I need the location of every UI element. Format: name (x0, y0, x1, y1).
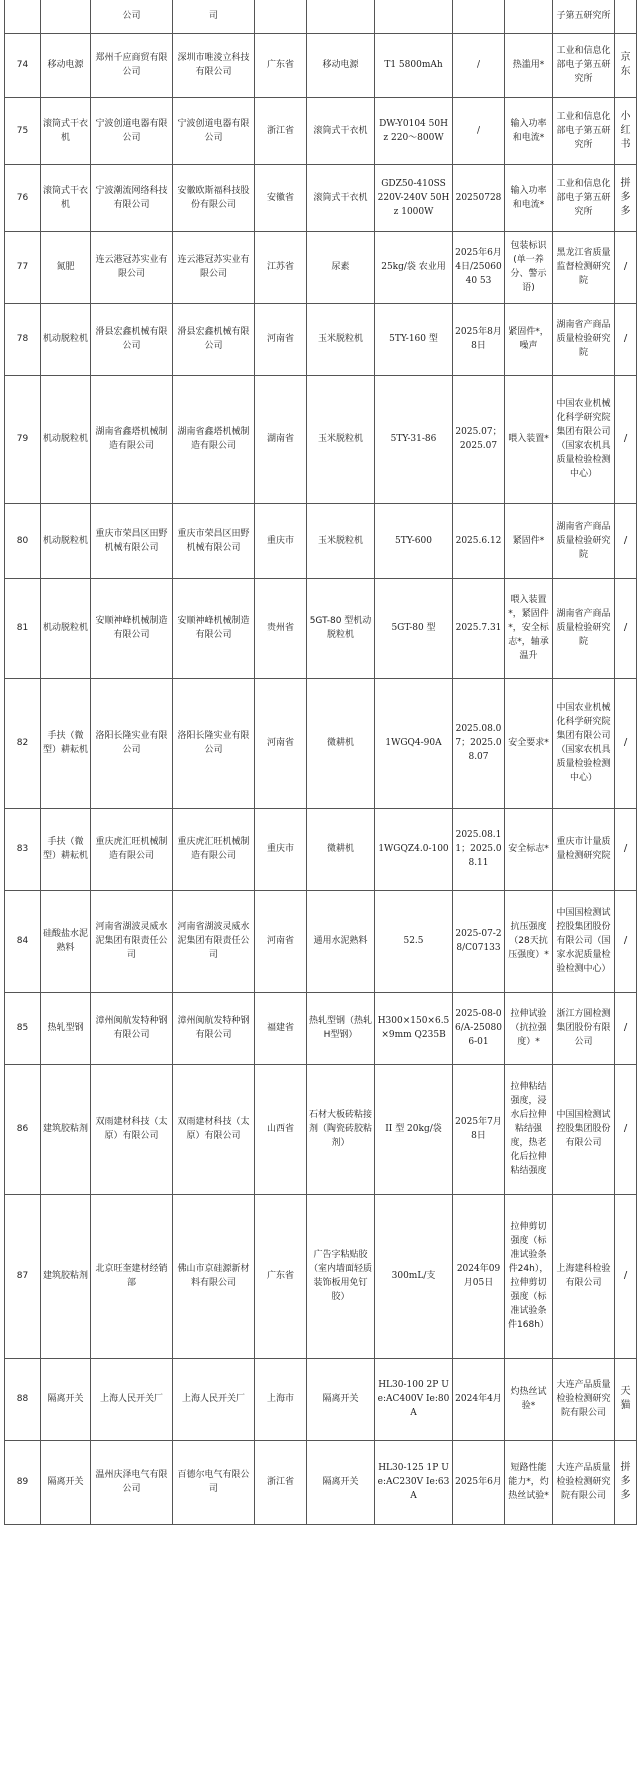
region-cell: 河南省 (255, 303, 307, 375)
spec-cell: 25kg/袋 农业用 (375, 231, 453, 303)
lab-cell: 浙江方圆检测集团股份有限公司 (553, 992, 615, 1064)
failed-item-cell: 热滥用* (505, 33, 553, 97)
brand-owner-cell: 佛山市京硅源新材料有限公司 (173, 1194, 255, 1358)
failed-item-cell: 灼热丝试验* (505, 1358, 553, 1440)
table-row (5, 231, 637, 303)
product-type-cell: 机动脱粒机 (41, 375, 91, 503)
table-row (5, 578, 637, 678)
product-name-cell: 隔离开关 (307, 1358, 375, 1440)
spec-cell: 300mL/支 (375, 1194, 453, 1358)
lab-cell: 湖南省产商品质量检验研究院 (553, 503, 615, 578)
row-number-cell: 83 (5, 808, 41, 890)
producer-cell: 上海人民开关厂 (91, 1358, 173, 1440)
platform-cell: / (615, 231, 637, 303)
spec-cell: 5TY-160 型 (375, 303, 453, 375)
batch-cell: 20250728 (453, 164, 505, 231)
product-type-cell: 机动脱粒机 (41, 578, 91, 678)
region-cell: 河南省 (255, 678, 307, 808)
batch-cell: 2025年7月8日 (453, 1064, 505, 1194)
product-name-cell: 微耕机 (307, 678, 375, 808)
platform-cell: 天猫 (615, 1358, 637, 1440)
region-cell: 湖南省 (255, 375, 307, 503)
product-name-cell: 广告字粘贴胶（室内墙面轻质装饰板用免钉胶） (307, 1194, 375, 1358)
lab-cell: 工业和信息化部电子第五研究所 (553, 97, 615, 164)
brand-owner-cell: 双雨建材科技（太原）有限公司 (173, 1064, 255, 1194)
row-number-cell: 81 (5, 578, 41, 678)
region-cell: 浙江省 (255, 97, 307, 164)
spec-cell: II 型 20kg/袋 (375, 1064, 453, 1194)
lab-cell: 中国农业机械化科学研究院集团有限公司（国家农机具质量检验检测中心） (553, 678, 615, 808)
row-number-cell: 78 (5, 303, 41, 375)
product-type-cell: 滚筒式干衣机 (41, 97, 91, 164)
batch-cell: 2024年4月 (453, 1358, 505, 1440)
product-type-cell: 建筑胶粘剂 (41, 1194, 91, 1358)
batch-cell: 2025-08-06/A-250806-01 (453, 992, 505, 1064)
table-row-continued (5, 0, 637, 33)
spec-cell: GDZ50-410SS 220V-240V 50Hz 1000W (375, 164, 453, 231)
spec-cell: H300×150×6.5×9mm Q235B (375, 992, 453, 1064)
spec-cell: T1 5800mAh (375, 33, 453, 97)
region-cell: 安徽省 (255, 164, 307, 231)
batch-cell: 2025.7.31 (453, 578, 505, 678)
brand-owner-cell: 重庆虎汇旺机械制造有限公司 (173, 808, 255, 890)
region-cell: 重庆市 (255, 808, 307, 890)
producer-cell: 漳州闽航发特种钢有限公司 (91, 992, 173, 1064)
lab-cell: 子第五研究所 (553, 0, 615, 33)
producer-cell: 安顺神峰机械制造有限公司 (91, 578, 173, 678)
product-type-cell: 手扶（微型）耕耘机 (41, 808, 91, 890)
platform-cell: 京东 (615, 33, 637, 97)
lab-cell: 中国国检测试控股集团股份有限公司 (553, 1064, 615, 1194)
producer-cell: 河南省湖波灵威水泥集团有限责任公司 (91, 890, 173, 992)
batch-cell: 2025.6.12 (453, 503, 505, 578)
brand-owner-cell: 宁波创道电器有限公司 (173, 97, 255, 164)
product-type-cell: 氮肥 (41, 231, 91, 303)
product-name-cell: 尿素 (307, 231, 375, 303)
product-name-cell: 玉米脱粒机 (307, 503, 375, 578)
spec-cell: 5GT-80 型 (375, 578, 453, 678)
producer-cell: 滑县宏鑫机械有限公司 (91, 303, 173, 375)
producer-cell: 郑州千应商贸有限公司 (91, 33, 173, 97)
table-row (5, 164, 637, 231)
spec-cell: HL30-125 1P Ue:AC230V Ie:63A (375, 1440, 453, 1524)
product-type-cell: 手扶（微型）耕耘机 (41, 678, 91, 808)
brand-owner-cell: 安徽欧斯福科技股份有限公司 (173, 164, 255, 231)
failed-item-cell: 喂入装置* (505, 375, 553, 503)
lab-cell: 黑龙江省质量监督检测研究院 (553, 231, 615, 303)
table-row (5, 1440, 637, 1524)
inspection-results-table (4, 0, 637, 1525)
failed-item-cell: 包装标识(单一养分、警示语) (505, 231, 553, 303)
product-name-cell: 石材大板砖粘接剂（陶瓷砖胶粘剂） (307, 1064, 375, 1194)
row-number-cell: 85 (5, 992, 41, 1064)
region-cell: 重庆市 (255, 503, 307, 578)
lab-cell: 工业和信息化部电子第五研究所 (553, 164, 615, 231)
lab-cell: 工业和信息化部电子第五研究所 (553, 33, 615, 97)
lab-cell: 中国国检测试控股集团股份有限公司（国家水泥质量检验检测中心） (553, 890, 615, 992)
batch-cell: / (453, 97, 505, 164)
region-cell: 河南省 (255, 890, 307, 992)
batch-cell: 2025.08.07；2025.08.07 (453, 678, 505, 808)
lab-cell: 中国农业机械化科学研究院集团有限公司（国家农机具质量检验检测中心） (553, 375, 615, 503)
batch-cell: 2025年6月 (453, 1440, 505, 1524)
failed-item-cell: 拉伸粘结强度，浸水后拉伸粘结强度，热老化后拉伸粘结强度 (505, 1064, 553, 1194)
product-type-cell: 硅酸盐水泥熟料 (41, 890, 91, 992)
platform-cell: / (615, 808, 637, 890)
failed-item-cell: 安全标志* (505, 808, 553, 890)
platform-cell: / (615, 503, 637, 578)
product-name-cell: 玉米脱粒机 (307, 375, 375, 503)
product-type-cell: 隔离开关 (41, 1440, 91, 1524)
producer-cell: 湖南省鑫塔机械制造有限公司 (91, 375, 173, 503)
row-number-cell: 77 (5, 231, 41, 303)
row-number-cell: 82 (5, 678, 41, 808)
table-row (5, 1064, 637, 1194)
lab-cell: 大连产品质量检验检测研究院有限公司 (553, 1358, 615, 1440)
region-cell: 广东省 (255, 33, 307, 97)
producer-cell: 宁波潮流网络科技有限公司 (91, 164, 173, 231)
platform-cell: / (615, 992, 637, 1064)
brand-owner-cell: 漳州闽航发特种钢有限公司 (173, 992, 255, 1064)
table-row (5, 97, 637, 164)
product-name-cell: 通用水泥熟料 (307, 890, 375, 992)
product-name-cell: 热轧型钢（热轧H型钢） (307, 992, 375, 1064)
row-number-cell: 89 (5, 1440, 41, 1524)
producer-cell: 洛阳长隆实业有限公司 (91, 678, 173, 808)
batch-cell: 2025.08.11；2025.08.11 (453, 808, 505, 890)
brand-owner-cell: 连云港冠苏实业有限公司 (173, 231, 255, 303)
product-name-cell: 玉米脱粒机 (307, 303, 375, 375)
platform-cell: / (615, 303, 637, 375)
table-row (5, 503, 637, 578)
product-type-cell: 滚筒式干衣机 (41, 164, 91, 231)
failed-item-cell: 抗压强度（28天抗压强度）* (505, 890, 553, 992)
product-type-cell: 隔离开关 (41, 1358, 91, 1440)
failed-item-cell: 短路性能能力*，灼热丝试验* (505, 1440, 553, 1524)
brand-owner-cell: 重庆市荣昌区田野机械有限公司 (173, 503, 255, 578)
platform-cell: 拼多多 (615, 164, 637, 231)
product-type-cell: 机动脱粒机 (41, 503, 91, 578)
producer-cell: 重庆市荣昌区田野机械有限公司 (91, 503, 173, 578)
producer-cell: 连云港冠苏实业有限公司 (91, 231, 173, 303)
platform-cell: / (615, 890, 637, 992)
batch-cell: 2025-07-28/C07133 (453, 890, 505, 992)
platform-cell: / (615, 1064, 637, 1194)
region-cell: 江苏省 (255, 231, 307, 303)
batch-cell: / (453, 33, 505, 97)
product-type-cell: 移动电源 (41, 33, 91, 97)
brand-owner-cell: 滑县宏鑫机械有限公司 (173, 303, 255, 375)
table-row (5, 33, 637, 97)
platform-cell: 拼多多 (615, 1440, 637, 1524)
row-number-cell: 84 (5, 890, 41, 992)
spec-cell: HL30-100 2P Ue:AC400V Ie:80A (375, 1358, 453, 1440)
row-number-cell: 80 (5, 503, 41, 578)
region-cell: 浙江省 (255, 1440, 307, 1524)
spec-cell: DW-Y0104 50Hz 220～800W (375, 97, 453, 164)
product-name-cell: 滚筒式干衣机 (307, 164, 375, 231)
producer-cell: 公司 (91, 0, 173, 33)
failed-item-cell: 喂入装置*，紧固件*，安全标志*，轴承温升 (505, 578, 553, 678)
failed-item-cell: 拉伸试验（抗拉强度）* (505, 992, 553, 1064)
row-number-cell: 87 (5, 1194, 41, 1358)
producer-cell: 宁波创道电器有限公司 (91, 97, 173, 164)
table-row (5, 1358, 637, 1440)
product-name-cell: 滚筒式干衣机 (307, 97, 375, 164)
region-cell: 广东省 (255, 1194, 307, 1358)
lab-cell: 湖南省产商品质量检验研究院 (553, 303, 615, 375)
batch-cell: 2024年09月05日 (453, 1194, 505, 1358)
region-cell: 山西省 (255, 1064, 307, 1194)
failed-item-cell: 紧固件*，噪声 (505, 303, 553, 375)
producer-cell: 重庆虎汇旺机械制造有限公司 (91, 808, 173, 890)
batch-cell: 2025年8月8日 (453, 303, 505, 375)
table-row (5, 678, 637, 808)
platform-cell: / (615, 375, 637, 503)
platform-cell: / (615, 578, 637, 678)
brand-owner-cell: 深圳市唯淩立科技有限公司 (173, 33, 255, 97)
brand-owner-cell: 司 (173, 0, 255, 33)
brand-owner-cell: 洛阳长隆实业有限公司 (173, 678, 255, 808)
table-row (5, 375, 637, 503)
failed-item-cell: 紧固件* (505, 503, 553, 578)
brand-owner-cell: 百德尔电气有限公司 (173, 1440, 255, 1524)
platform-cell: / (615, 678, 637, 808)
region-cell: 福建省 (255, 992, 307, 1064)
region-cell: 上海市 (255, 1358, 307, 1440)
spec-cell: 5TY-31-86 (375, 375, 453, 503)
row-number-cell: 79 (5, 375, 41, 503)
brand-owner-cell: 上海人民开关厂 (173, 1358, 255, 1440)
product-name-cell: 5GT-80 型机动脱粒机 (307, 578, 375, 678)
product-name-cell: 微耕机 (307, 808, 375, 890)
brand-owner-cell: 湖南省鑫塔机械制造有限公司 (173, 375, 255, 503)
lab-cell: 上海建科检验有限公司 (553, 1194, 615, 1358)
region-cell: 贵州省 (255, 578, 307, 678)
row-number-cell: 74 (5, 33, 41, 97)
failed-item-cell: 拉伸剪切强度（标准试验条件24h），拉伸剪切强度（标准试验条件168h） (505, 1194, 553, 1358)
table-row (5, 992, 637, 1064)
table-row (5, 890, 637, 992)
failed-item-cell: 安全要求* (505, 678, 553, 808)
lab-cell: 大连产品质量检验检测研究院有限公司 (553, 1440, 615, 1524)
producer-cell: 温州庆泽电气有限公司 (91, 1440, 173, 1524)
row-number-cell: 88 (5, 1358, 41, 1440)
spec-cell: 5TY-600 (375, 503, 453, 578)
row-number-cell: 75 (5, 97, 41, 164)
table-row (5, 808, 637, 890)
producer-cell: 双雨建材科技（太原）有限公司 (91, 1064, 173, 1194)
product-name-cell: 隔离开关 (307, 1440, 375, 1524)
brand-owner-cell: 安顺神峰机械制造有限公司 (173, 578, 255, 678)
platform-cell: 小红书 (615, 97, 637, 164)
batch-cell: 2025年6月4日/2506040 53 (453, 231, 505, 303)
product-type-cell: 热轧型钢 (41, 992, 91, 1064)
table-row (5, 1194, 637, 1358)
spec-cell: 1WGQZ4.0-100 (375, 808, 453, 890)
product-type-cell: 机动脱粒机 (41, 303, 91, 375)
product-name-cell: 移动电源 (307, 33, 375, 97)
lab-cell: 湖南省产商品质量检验研究院 (553, 578, 615, 678)
row-number-cell: 86 (5, 1064, 41, 1194)
spec-cell: 1WGQ4-90A (375, 678, 453, 808)
product-type-cell: 建筑胶粘剂 (41, 1064, 91, 1194)
row-number-cell: 76 (5, 164, 41, 231)
failed-item-cell: 输入功率和电流* (505, 97, 553, 164)
batch-cell: 2025.07；2025.07 (453, 375, 505, 503)
table-row (5, 303, 637, 375)
spec-cell: 52.5 (375, 890, 453, 992)
lab-cell: 重庆市计量质量检测研究院 (553, 808, 615, 890)
failed-item-cell: 输入功率和电流* (505, 164, 553, 231)
brand-owner-cell: 河南省湖波灵威水泥集团有限责任公司 (173, 890, 255, 992)
producer-cell: 北京旺奎建材经销部 (91, 1194, 173, 1358)
platform-cell: / (615, 1194, 637, 1358)
